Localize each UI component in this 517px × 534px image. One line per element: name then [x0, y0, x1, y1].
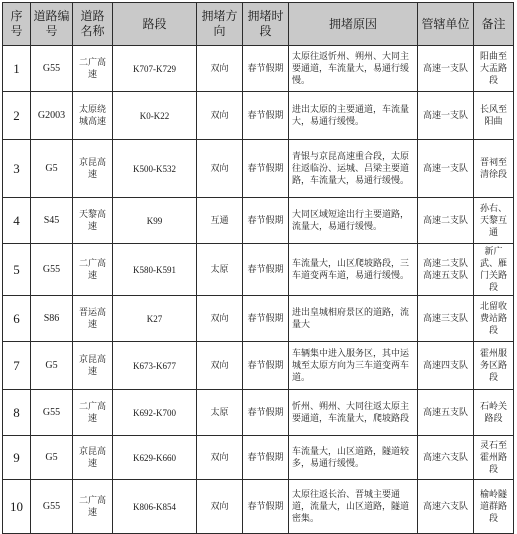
- cell-reason: 青银与京昆高速重合段，太原往返临汾、运城、吕梁主要道路，车流量大，易通行缓慢。: [289, 140, 418, 198]
- cell-reason: 忻州、朔州、大同往返太原主要通道，车流量大，爬坡路段: [289, 390, 418, 436]
- cell-seq: 5: [3, 244, 31, 296]
- cell-period: 春节假期: [243, 46, 289, 92]
- cell-reason: 大同区域短途出行主要道路，流量大，易通行缓慢。: [289, 198, 418, 244]
- cell-seq: 2: [3, 92, 31, 140]
- cell-seq: 6: [3, 296, 31, 342]
- cell-unit: 高速三支队: [418, 296, 474, 342]
- cell-road-code: G2003: [31, 92, 73, 140]
- cell-note: 长风至阳曲: [474, 92, 514, 140]
- cell-note: 灵石至霍州路段: [474, 436, 514, 480]
- table-row: [3, 92, 514, 140]
- cell-road-name: 太原绕城高速: [73, 92, 113, 140]
- cell-direction: 太原: [197, 390, 243, 436]
- cell-road-name: 晋运高速: [73, 296, 113, 342]
- cell-period: 春节假期: [243, 296, 289, 342]
- cell-reason: 太原往返忻州、朔州、大同主要通道，车流量大，易通行缓慢。: [289, 46, 418, 92]
- cell-segment: K580-K591: [113, 244, 197, 296]
- cell-direction: 互通: [197, 198, 243, 244]
- header-direction: 拥堵方向: [197, 3, 243, 46]
- cell-road-name: 二广高速: [73, 390, 113, 436]
- cell-seq: 4: [3, 198, 31, 244]
- table-header: [3, 3, 514, 46]
- cell-seq: 1: [3, 46, 31, 92]
- table-row: [3, 46, 514, 92]
- cell-road-code: G5: [31, 342, 73, 390]
- cell-unit: 高速六支队: [418, 436, 474, 480]
- cell-road-code: G55: [31, 46, 73, 92]
- cell-segment: K806-K854: [113, 480, 197, 534]
- cell-unit: 高速一支队: [418, 92, 474, 140]
- cell-seq: 9: [3, 436, 31, 480]
- cell-segment: K692-K700: [113, 390, 197, 436]
- cell-direction: 太原: [197, 244, 243, 296]
- cell-unit: 高速一支队: [418, 140, 474, 198]
- cell-segment: K500-K532: [113, 140, 197, 198]
- cell-direction: 双向: [197, 480, 243, 534]
- cell-segment: K99: [113, 198, 197, 244]
- cell-note: 榆岭隧道群路段: [474, 480, 514, 534]
- cell-period: 春节假期: [243, 244, 289, 296]
- congestion-table: [2, 2, 514, 534]
- cell-unit: 高速六支队: [418, 480, 474, 534]
- cell-road-code: S45: [31, 198, 73, 244]
- header-row: [3, 3, 514, 46]
- cell-road-name: 京昆高速: [73, 140, 113, 198]
- cell-seq: 7: [3, 342, 31, 390]
- header-seq: 序号: [3, 3, 31, 46]
- cell-seq: 3: [3, 140, 31, 198]
- header-unit: 管辖单位: [418, 3, 474, 46]
- cell-segment: K27: [113, 296, 197, 342]
- cell-road-name: 京昆高速: [73, 436, 113, 480]
- cell-reason: 太原往返长治、晋城主要通道，流量大，山区道路，隧道密集。: [289, 480, 418, 534]
- cell-period: 春节假期: [243, 480, 289, 534]
- cell-period: 春节假期: [243, 92, 289, 140]
- cell-road-name: 京昆高速: [73, 342, 113, 390]
- table-row: [3, 244, 514, 296]
- cell-road-code: G5: [31, 140, 73, 198]
- table-row: [3, 436, 514, 480]
- cell-period: 春节假期: [243, 198, 289, 244]
- cell-period: 春节假期: [243, 342, 289, 390]
- cell-reason: 车辆集中进入服务区，其中运城至太原方向为三车道变两车道。: [289, 342, 418, 390]
- table-row: [3, 198, 514, 244]
- cell-unit: 高速一支队: [418, 46, 474, 92]
- cell-reason: 车流量大，山区爬坡路段，三车道变两车道，易通行缓慢。: [289, 244, 418, 296]
- cell-segment: K707-K729: [113, 46, 197, 92]
- cell-road-code: G5: [31, 436, 73, 480]
- cell-period: 春节假期: [243, 436, 289, 480]
- header-note: 备注: [474, 3, 514, 46]
- cell-period: 春节假期: [243, 140, 289, 198]
- header-reason: 拥堵原因: [289, 3, 418, 46]
- cell-unit: 高速二支队 高速五支队: [418, 244, 474, 296]
- cell-unit: 高速二支队: [418, 198, 474, 244]
- cell-direction: 双向: [197, 296, 243, 342]
- cell-note: 阳曲至大盂路段: [474, 46, 514, 92]
- header-road-code: 道路编号: [31, 3, 73, 46]
- header-period: 拥堵时段: [243, 3, 289, 46]
- cell-note: 晋祠至清徐段: [474, 140, 514, 198]
- cell-reason: 进出太原的主要通道，车流量大，易通行缓慢。: [289, 92, 418, 140]
- table-row: [3, 342, 514, 390]
- cell-note: 霍州服务区路段: [474, 342, 514, 390]
- cell-unit: 高速四支队: [418, 342, 474, 390]
- cell-seq: 8: [3, 390, 31, 436]
- cell-note: 北留收费站路段: [474, 296, 514, 342]
- cell-segment: K0-K22: [113, 92, 197, 140]
- cell-direction: 双向: [197, 46, 243, 92]
- header-segment: 路段: [113, 3, 197, 46]
- table-row: [3, 296, 514, 342]
- cell-road-code: S86: [31, 296, 73, 342]
- cell-direction: 双向: [197, 436, 243, 480]
- table-row: [3, 140, 514, 198]
- cell-direction: 双向: [197, 92, 243, 140]
- cell-note: 孙右、天黎互通: [474, 198, 514, 244]
- cell-road-name: 二广高速: [73, 46, 113, 92]
- cell-reason: 车流量大，山区道路，隧道较多，易通行缓慢。: [289, 436, 418, 480]
- header-road-name: 道路名称: [73, 3, 113, 46]
- cell-road-code: G55: [31, 390, 73, 436]
- table-body: [3, 46, 514, 534]
- table-row: [3, 390, 514, 436]
- cell-note: 新广武、雁门关路段: [474, 244, 514, 296]
- cell-road-name: 二广高速: [73, 480, 113, 534]
- cell-road-code: G55: [31, 480, 73, 534]
- cell-segment: K673-K677: [113, 342, 197, 390]
- cell-seq: 10: [3, 480, 31, 534]
- cell-direction: 双向: [197, 140, 243, 198]
- cell-road-code: G55: [31, 244, 73, 296]
- cell-road-name: 天黎高速: [73, 198, 113, 244]
- cell-reason: 进出皇城相府景区的道路，流量大: [289, 296, 418, 342]
- cell-road-name: 二广高速: [73, 244, 113, 296]
- cell-direction: 双向: [197, 342, 243, 390]
- cell-period: 春节假期: [243, 390, 289, 436]
- cell-segment: K629-K660: [113, 436, 197, 480]
- cell-note: 石岭关路段: [474, 390, 514, 436]
- table-row: [3, 480, 514, 534]
- cell-unit: 高速五支队: [418, 390, 474, 436]
